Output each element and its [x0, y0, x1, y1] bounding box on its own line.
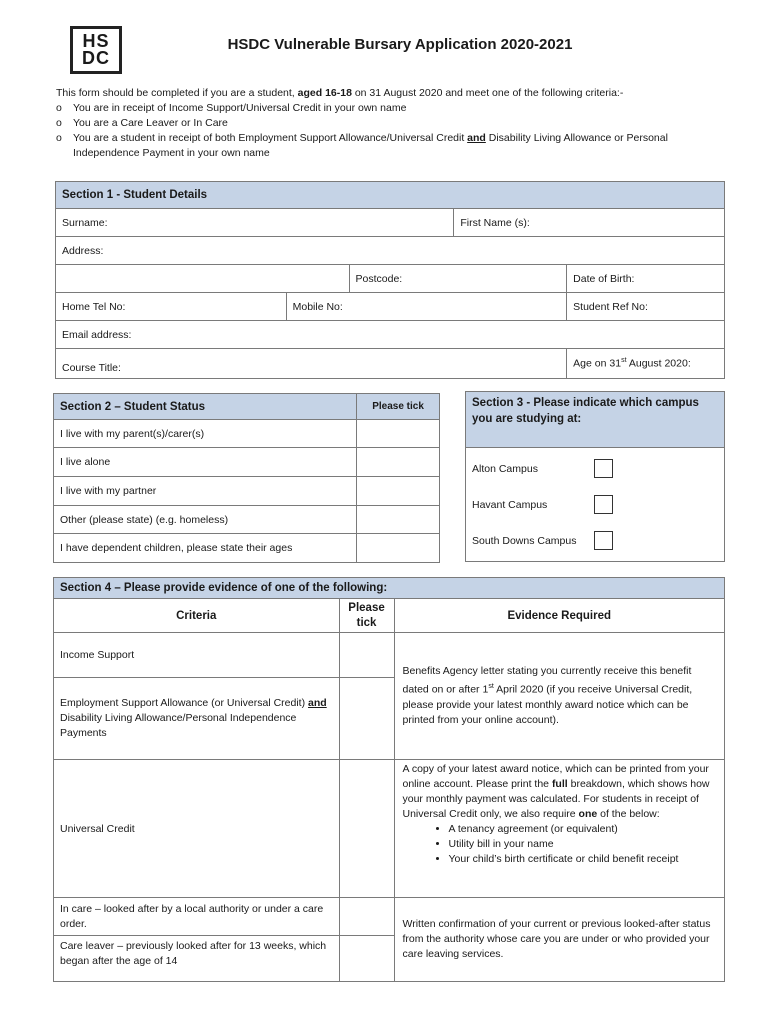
criteria-text: You are a student in receipt of both Employment Support Allowance/Universal Credit: [73, 132, 468, 144]
status-tick-cell[interactable]: [357, 477, 440, 506]
course-title-field[interactable]: Course Title:: [56, 349, 567, 379]
criteria-text: Disability Living Allowance/Personal Independence Payments: [60, 712, 297, 739]
age-field[interactable]: [567, 349, 725, 379]
postcode-field[interactable]: Postcode:: [349, 265, 567, 293]
criteria-header: Criteria: [54, 599, 340, 633]
evidence-list: [403, 822, 717, 867]
tick-in-care[interactable]: [339, 898, 394, 936]
criteria-item: [56, 101, 736, 116]
campus-label: Havant Campus: [472, 498, 548, 511]
status-tick-cell[interactable]: [357, 506, 440, 534]
intro-suffix: on 31 August 2020 and meet one of the following criteria:-: [351, 87, 624, 99]
intro: [56, 86, 736, 161]
campus-option: [466, 523, 724, 559]
intro-prefix: This form should be completed if you are a student,: [56, 87, 298, 99]
logo-line-2: DC: [82, 48, 110, 68]
campus-option: [466, 487, 724, 523]
criteria-text: Disability Living Allowance or Personal Independence Payment in your own name: [73, 132, 668, 159]
tick-esa[interactable]: [339, 678, 394, 760]
campus-label: Alton Campus: [472, 462, 538, 475]
evidence-sup: st: [488, 683, 494, 691]
logo-line-1: HS: [82, 31, 110, 51]
evidence-benefits-letter: [394, 633, 725, 760]
evidence-award-notice: [394, 760, 725, 898]
surname-field[interactable]: Surname:: [56, 209, 454, 237]
evidence-bold: full: [551, 778, 568, 790]
evidence-looked-after: Written confirmation of your current or previous looked-after status from the authority whose care you are under or who provided your care leaving services.: [394, 898, 725, 982]
criteria-universal-credit: Universal Credit: [54, 760, 340, 898]
evidence-text: of the below:: [597, 808, 660, 820]
status-row-label: I live alone: [54, 448, 357, 477]
status-tick-cell[interactable]: [357, 534, 440, 563]
status-row-label: I live with my parent(s)/carer(s): [54, 420, 357, 448]
evidence-text: April 2020 (if you receive Universal Credit, please provide your latest monthly award notice which can be printed from your online account).: [402, 683, 693, 726]
havant-checkbox[interactable]: [594, 495, 613, 514]
alton-checkbox[interactable]: [594, 459, 613, 478]
criteria-text: You are in receipt of Income Support/Universal Credit in your own name: [73, 102, 407, 114]
age-sup: st: [621, 357, 627, 365]
tick-income-support[interactable]: [339, 633, 394, 678]
dob-field[interactable]: Date of Birth:: [567, 265, 725, 293]
list-item: • Your child’s birth certificate or child benefit receipt: [449, 852, 717, 867]
criteria-esa: [54, 678, 340, 760]
section3-heading: Section 3 - Please indicate which campus you are studying at:: [466, 392, 725, 448]
status-row-label: I have dependent children, please state their ages: [54, 534, 357, 563]
south-downs-checkbox[interactable]: [594, 531, 613, 550]
evidence-text: breakdown, which shows how your monthly payment was calculated. For students in receipt of Universal Credit only, we also require: [402, 778, 710, 820]
status-row-label: Other (please state) (e.g. homeless): [54, 506, 357, 534]
criteria-item: [56, 116, 736, 131]
status-tick-cell[interactable]: [357, 420, 440, 448]
please-tick-header: Please tick: [339, 599, 394, 633]
intro-bold: aged 16-18: [297, 87, 352, 99]
email-field[interactable]: Email address:: [56, 321, 725, 349]
address-field[interactable]: Address:: [56, 237, 725, 265]
criteria-in-care: In care – looked after by a local authority or under a care order.: [54, 898, 340, 936]
criteria-care-leaver: Care leaver – previously looked after for 13 weeks, which began after the age of 14: [54, 936, 340, 982]
section2-table: [53, 393, 440, 563]
campus-label: South Downs Campus: [472, 534, 577, 547]
status-tick-cell[interactable]: [357, 448, 440, 477]
evidence-bold: one: [578, 808, 598, 820]
section4-table: [53, 577, 725, 982]
bullet-mark: o: [56, 117, 62, 129]
bullet-mark: o: [56, 102, 62, 114]
criteria-income-support: Income Support: [54, 633, 340, 678]
campus-list: [466, 448, 725, 562]
age-label: Age on 31: [573, 357, 622, 370]
page-title: HSDC Vulnerable Bursary Application 2020-2021: [227, 36, 573, 53]
list-item: • A tenancy agreement (or equivalent): [449, 822, 717, 837]
status-row-label: I live with my partner: [54, 477, 357, 506]
criteria-and: and: [467, 132, 486, 144]
evidence-text: A copy of your latest award notice, which can be printed from your online account. Please print the: [402, 763, 709, 790]
section4-heading: Section 4 – Please provide evidence of one of the following:: [54, 578, 725, 599]
criteria-and: and: [308, 697, 327, 709]
section2-heading: Section 2 – Student Status: [54, 394, 357, 420]
address-line-2-field[interactable]: [56, 265, 350, 293]
tick-care-leaver[interactable]: [339, 936, 394, 982]
section1-heading: Section 1 - Student Details: [56, 182, 725, 209]
section2-tick-header: Please tick: [357, 394, 440, 420]
criteria-text: You are a Care Leaver or In Care: [73, 117, 228, 129]
age-label-end: August 2020:: [626, 357, 691, 370]
home-tel-field[interactable]: Home Tel No:: [56, 293, 287, 321]
evidence-text: Benefits Agency letter stating you currently receive this benefit dated on or after 1: [402, 665, 692, 696]
mobile-field[interactable]: Mobile No:: [286, 293, 567, 321]
criteria-item: [56, 131, 736, 161]
list-item: • Utility bill in your name: [449, 837, 717, 852]
first-name-field[interactable]: First Name (s):: [454, 209, 725, 237]
bullet-mark: o: [56, 132, 62, 144]
section3-table: [465, 391, 725, 562]
criteria-text: Employment Support Allowance (or Universal Credit): [60, 697, 309, 709]
campus-option: [466, 451, 724, 487]
evidence-header: Evidence Required: [394, 599, 725, 633]
section1-table: [55, 181, 725, 379]
tick-universal-credit[interactable]: [339, 760, 394, 898]
student-ref-field[interactable]: Student Ref No:: [567, 293, 725, 321]
